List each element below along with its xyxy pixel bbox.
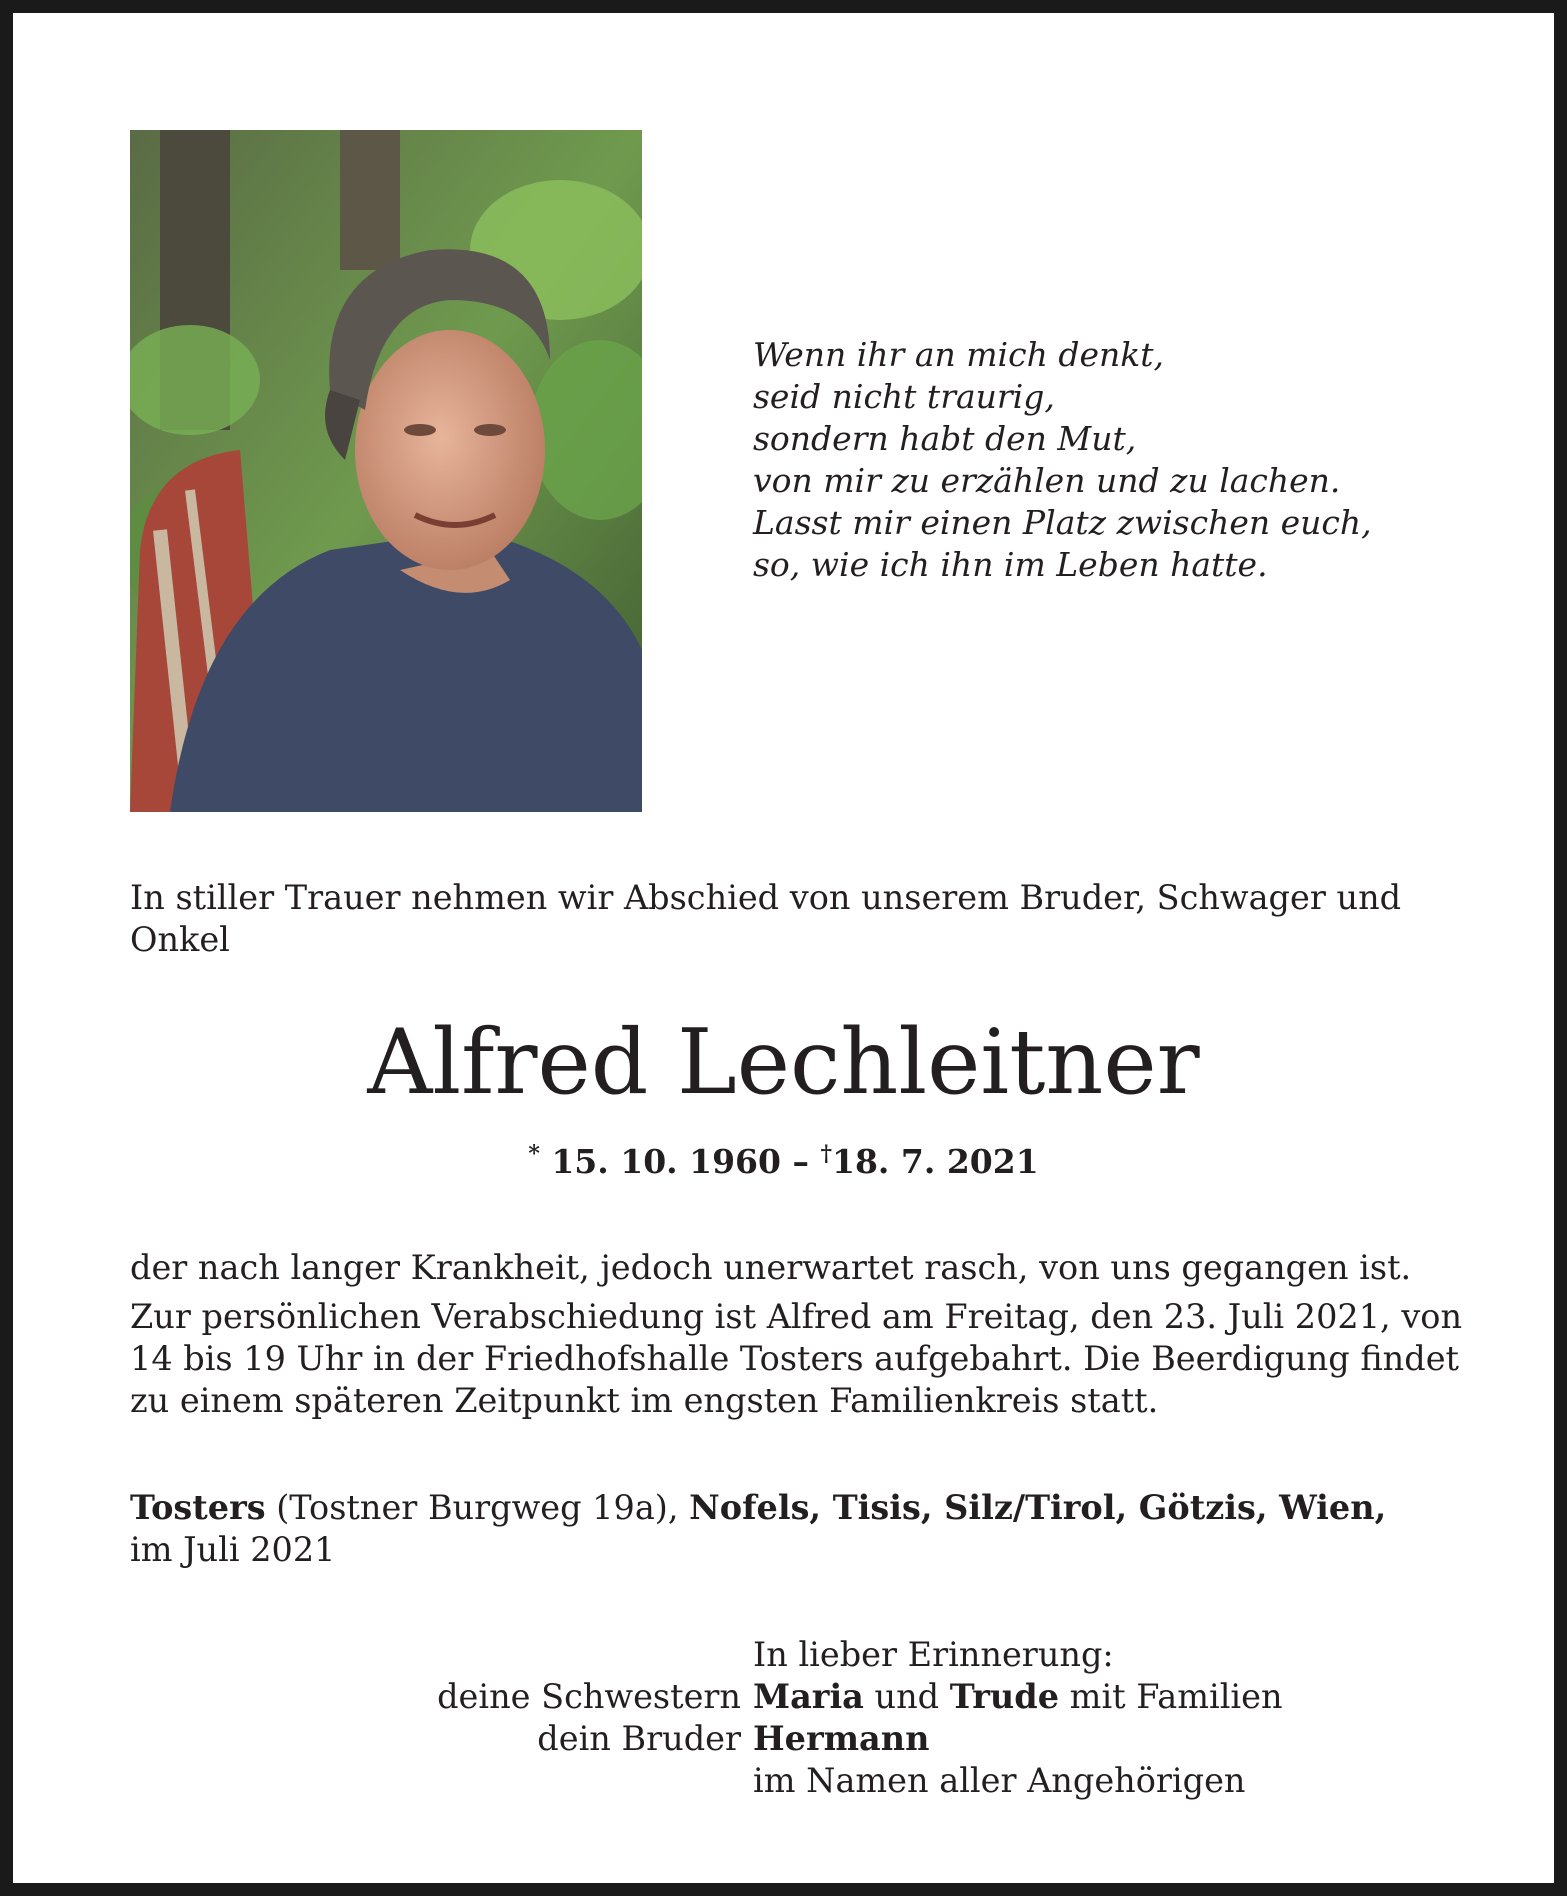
poem-line: seid nicht traurig,	[753, 377, 1055, 416]
death-symbol: †	[820, 1141, 832, 1167]
birth-date: 15. 10. 1960	[551, 1142, 781, 1181]
brother-name: Hermann	[753, 1719, 930, 1758]
town-name: Tosters	[130, 1488, 266, 1527]
funeral-details-line: 14 bis 19 Uhr in der Friedhofshalle Tosters aufgebahrt. Die Beerdigung findet	[130, 1339, 1459, 1378]
poem-line: so, wie ich ihn im Leben hatte.	[753, 545, 1268, 584]
death-date: 18. 7. 2021	[832, 1142, 1039, 1181]
brother-label: dein Bruder	[537, 1719, 741, 1758]
closing-line: im Namen aller Angehörigen	[753, 1761, 1246, 1800]
life-dates	[0, 1132, 1567, 1184]
sisters-label: deine Schwestern	[437, 1677, 741, 1716]
body-text-intro: der nach langer Krankheit, jedoch unerwartet rasch, von uns gegangen ist.	[130, 1248, 1412, 1287]
intro-text: In stiller Trauer nehmen wir Abschied von unserem Bruder, Schwager und Onkel	[130, 878, 1402, 959]
deceased-name: Alfred Lechleitner	[367, 1010, 1200, 1115]
date-line: im Juli 2021	[130, 1530, 336, 1569]
funeral-details-line: zu einem späteren Zeitpunkt im engsten Familienkreis statt.	[130, 1381, 1159, 1420]
sister-name: Maria	[753, 1677, 864, 1716]
poem-line: Wenn ihr an mich denkt,	[753, 335, 1164, 374]
poem-line: von mir zu erzählen und zu lachen.	[753, 461, 1341, 500]
place-and-date	[130, 1487, 1440, 1571]
address: (Tostner Burgweg 19a),	[265, 1488, 690, 1527]
portrait-photo	[130, 130, 642, 812]
poem-line: Lasst mir einen Platz zwischen euch,	[753, 503, 1372, 542]
date-separator: –	[792, 1142, 809, 1181]
funeral-details	[130, 1296, 1463, 1422]
poem-line: sondern habt den Mut,	[753, 419, 1137, 458]
signature-block	[0, 1634, 1567, 1802]
and-word: und	[863, 1677, 950, 1716]
memorial-poem	[753, 334, 1473, 586]
other-places: Nofels, Tisis, Silz/Tirol, Götzis, Wien,	[689, 1488, 1387, 1527]
sister-name: Trude	[949, 1677, 1060, 1716]
signature-heading: In lieber Erinnerung:	[753, 1635, 1114, 1674]
birth-symbol: *	[528, 1141, 540, 1167]
families-suffix: mit Familien	[1059, 1677, 1283, 1716]
funeral-details-line: Zur persönlichen Verabschiedung ist Alfred am Freitag, den 23. Juli 2021, von	[130, 1297, 1463, 1336]
